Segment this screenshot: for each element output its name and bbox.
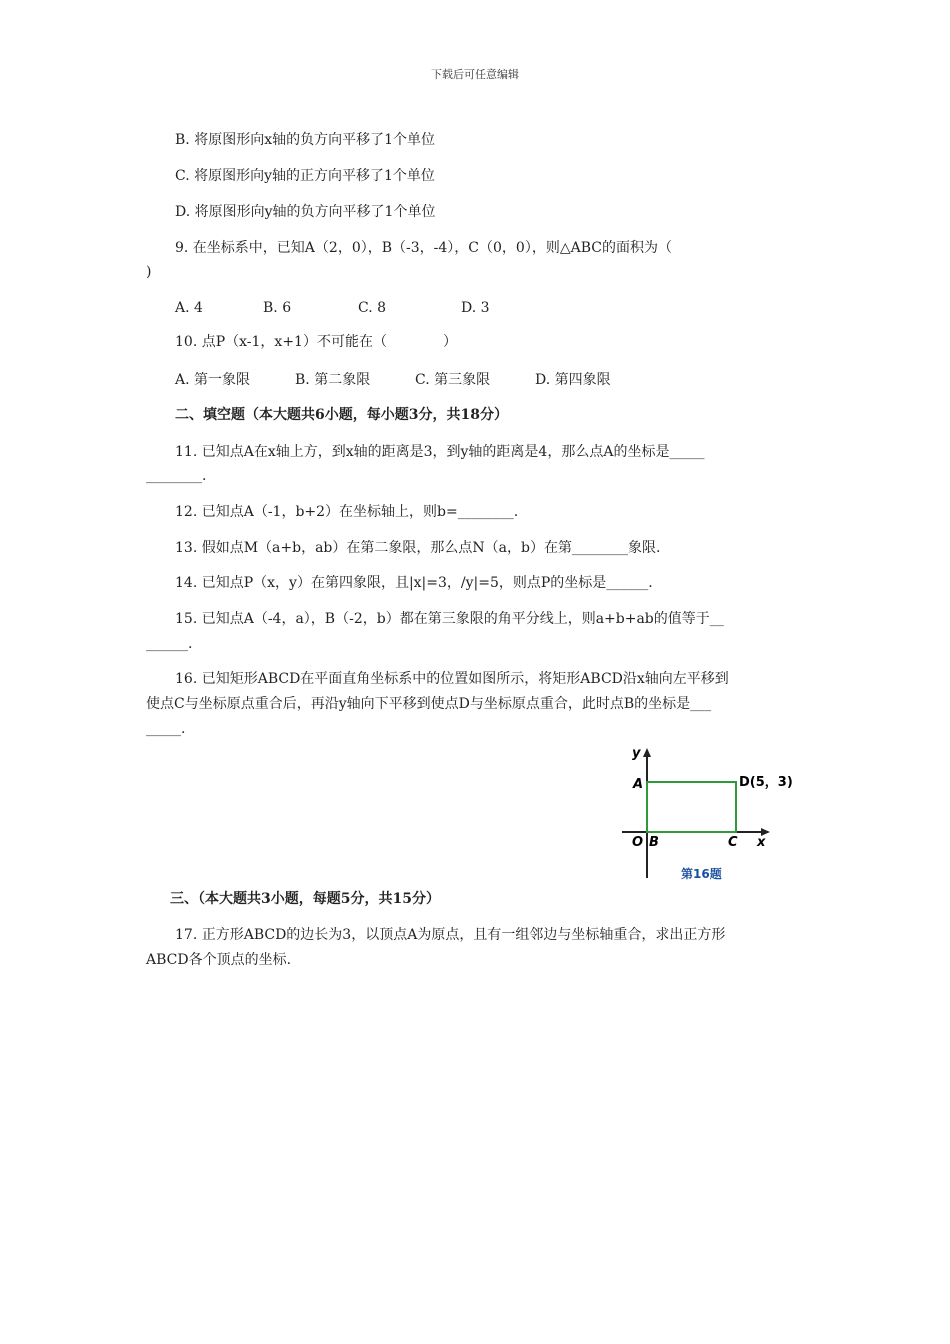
label-d: D(5，3) bbox=[739, 775, 793, 790]
q10-option-b: B. 第二象限 bbox=[295, 372, 371, 388]
q9-option-b: B. 6 bbox=[263, 300, 292, 316]
section-3-heading: 三、（本大题共3小题，每题5分，共15分） bbox=[170, 891, 440, 907]
q9-option-c: C. 8 bbox=[358, 300, 387, 316]
q10-option-a: A. 第一象限 bbox=[175, 372, 251, 388]
x-axis-label: x bbox=[757, 835, 766, 850]
question-9-options bbox=[175, 298, 490, 318]
question-17: 17. 正方形ABCD的边长为3，以顶点A为原点，且有一组邻边与坐标轴重合，求出正方形 bbox=[175, 927, 726, 943]
question-12: 12. 已知点A（-1，b+2）在坐标轴上，则b=________. bbox=[175, 504, 519, 520]
y-axis-label: y bbox=[632, 746, 641, 761]
question-9-cont: ) bbox=[146, 264, 152, 280]
question-11: 11. 已知点A在x轴上方，到x轴的距离是3，到y轴的距离是4，那么点A的坐标是_____ bbox=[175, 444, 705, 460]
section-2-heading: 二、填空题（本大题共6小题，每小题3分，共18分） bbox=[175, 407, 508, 423]
question-14: 14. 已知点P（x，y）在第四象限，且|x|=3，/y|=5，则点P的坐标是______. bbox=[175, 575, 653, 591]
label-a: A bbox=[633, 777, 644, 792]
figure-caption: 第16题 bbox=[681, 867, 722, 881]
question-10-options bbox=[175, 370, 611, 390]
question-17-cont: ABCD各个顶点的坐标. bbox=[146, 952, 292, 968]
label-o: O bbox=[632, 835, 644, 850]
question-16-cont: 使点C与坐标原点重合后，再沿y轴向下平移到使点D与坐标原点重合，此时点B的坐标是___ bbox=[146, 696, 712, 712]
q10-option-d: D. 第四象限 bbox=[535, 372, 611, 388]
q9-option-a: A. 4 bbox=[175, 300, 203, 316]
question-10: 10. 点P（x-1，x+1）不可能在（ ） bbox=[175, 334, 457, 350]
page-header: 下载后可任意编辑 bbox=[431, 68, 519, 81]
label-c: C bbox=[728, 835, 738, 850]
question-9: 9. 在坐标系中，已知A（2，0），B（-3，-4），C（0，0），则△ABC的面积为（ bbox=[175, 240, 672, 256]
question-16: 16. 已知矩形ABCD在平面直角坐标系中的位置如图所示，将矩形ABCD沿x轴向左平移到 bbox=[175, 671, 729, 687]
label-b: B bbox=[649, 835, 659, 850]
q9-option-d: D. 3 bbox=[461, 300, 490, 316]
option-c-prev: C. 将原图形向y轴的正方向平移了1个单位 bbox=[175, 168, 435, 184]
rectangle-abcd bbox=[647, 782, 736, 832]
option-b-prev: B. 将原图形向x轴的负方向平移了1个单位 bbox=[175, 132, 435, 148]
q10-option-c: C. 第三象限 bbox=[415, 372, 491, 388]
question-13: 13. 假如点M（a+b，ab）在第二象限，那么点N（a，b）在第________象限. bbox=[175, 540, 661, 556]
question-15: 15. 已知点A（-4，a），B（-2，b）都在第三象限的角平分线上，则a+b+ab的值等于__ bbox=[175, 611, 724, 627]
question-15-cont: ______. bbox=[146, 636, 193, 652]
figure-16 bbox=[615, 740, 805, 885]
option-d-prev: D. 将原图形向y轴的负方向平移了1个单位 bbox=[175, 204, 436, 220]
y-axis-arrow bbox=[643, 748, 651, 757]
question-16-cont2: _____. bbox=[146, 721, 186, 737]
question-11-cont: ________. bbox=[146, 468, 207, 484]
